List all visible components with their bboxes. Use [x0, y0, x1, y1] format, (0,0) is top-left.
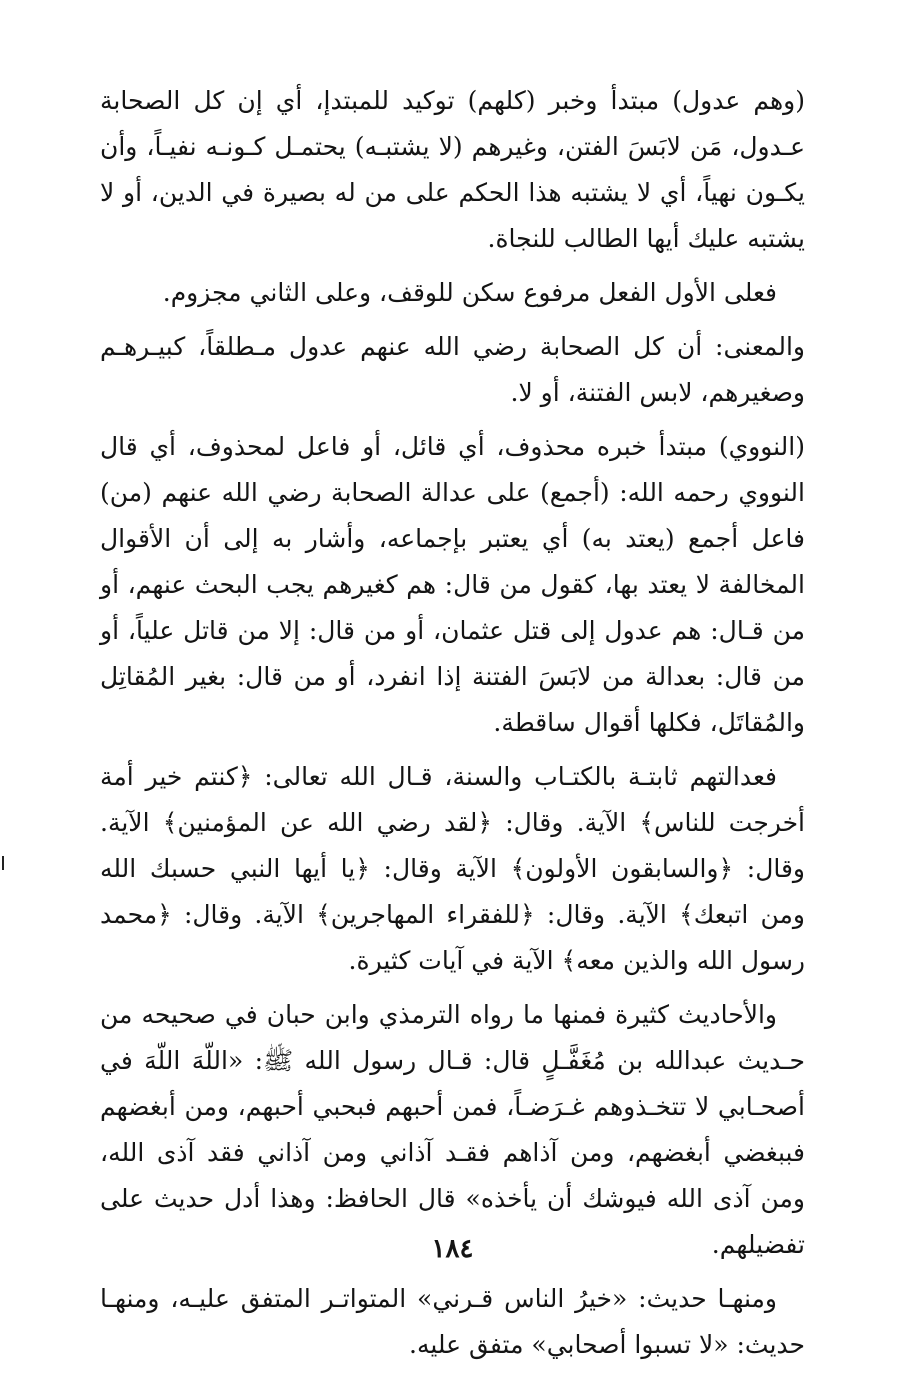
- paragraph-5: فعدالتهم ثابتـة بالكتـاب والسنة، قـال الله تعالى: ﴿كنتم خير أمة أخرجت للناس﴾ الآية. وقال: ﴿لقد رضي الله عن المؤمنين﴾ الآية. وقال: ﴿والسابقون الأولون﴾ الآية وقال: ﴿يا أيها النبي حسبك الله ومن اتبعك﴾ الآية. وقال: ﴿للفقراء المهاجرين﴾ الآية. وقال: ﴿محمد رسول الله والذين معه﴾ الآية في آيات كثيرة.: [100, 762, 805, 975]
- paragraph-3: والمعنى: أن كل الصحابة رضي الله عنهم عدول مـطلقاً، كبيـرهـم وصغيرهم، لابس الفتنة، أو لا.: [100, 332, 805, 407]
- margin-mark: [2, 856, 4, 870]
- paragraph-7: ومنهـا حديث: «خيرُ الناس قـرني» المتواتـر المتفق عليـه، ومنهـا حديث: «لا تسبوا أصحابي» متفق عليه.: [100, 1284, 805, 1359]
- paragraph-2: فعلى الأول الفعل مرفوع سكن للوقف، وعلى الثاني مجزوم.: [162, 278, 777, 307]
- page-body: [100, 78, 805, 1376]
- page-number: ١٨٤: [431, 1234, 474, 1264]
- paragraph-1: (وهم عدول) مبتدأ وخبر (كلهم) توكيد للمبتدإ، أي إن كل الصحابة عـدول، مَن لابَسَ الفتن، وغيرهم (لا يشتبـه) يحتمـل كـونـه نفيـاً، وأن يكـون نهياً، أي لا يشتبه هذا الحكم على من له بصيرة في الدين، أو لا يشتبه عليك أيها الطالب للنجاة.: [100, 86, 805, 253]
- paragraph-6: والأحاديث كثيرة فمنها ما رواه الترمذي وابن حبان في صحيحه من حـديث عبدالله بن مُغَفَّـلٍ قال: قـال رسول الله ﷺ: «اللّهَ اللّهَ في أصحـابي لا تتخـذوهم غـرَضـاً، فمن أحبهم فبحبي أحبهم، ومن أبغضهم فببغضي أبغضهم، ومن آذاهم فقـد آذاني ومن آذاني فقد آذى الله، ومن آذى الله فيوشك أن يأخذه» قال الحافظ: وهذا أدل حديث على تفضيلهم.: [100, 1000, 805, 1259]
- paragraph-4: (النووي) مبتدأ خبره محذوف، أي قائل، أو فاعل لمحذوف، أي قال النووي رحمه الله: (أجمع) على عدالة الصحابة رضي الله عنهم (من) فاعل أجمع (يعتد به) أي يعتبر بإجماعه، وأشار به إلى أن الأقوال المخالفة لا يعتد بها، كقول من قال: هم كغيرهم يجب البحث عنهم، أو من قـال: هم عدول إلى قتل عثمان، أو من قال: إلا من قاتل علياً، أو من قال: بعدالة من لابَسَ الفتنة إذا انفرد، أو من قال: بغير المُقاتِل والمُقاتَل، فكلها أقوال ساقطة.: [100, 432, 805, 737]
